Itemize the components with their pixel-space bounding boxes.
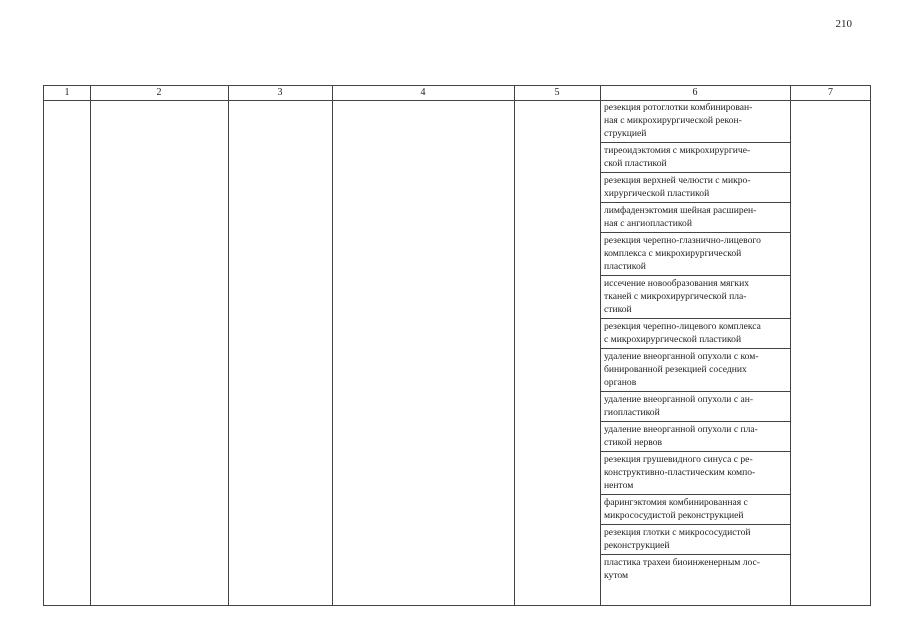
procedure-cell (601, 452, 790, 495)
procedure-text-line: органов (604, 377, 637, 388)
procedure-text-line: реконструкцией (604, 540, 670, 551)
procedure-text-line: тканей с микрохирургической пла- (604, 291, 747, 302)
procedure-list (601, 100, 790, 584)
procedure-text-line: удаление внеорганной опухоли с ком- (604, 351, 759, 362)
procedure-cell (601, 143, 790, 173)
procedure-text-line: удаление внеорганной опухоли с пла- (604, 424, 758, 435)
procedure-text-line: ная с микрохирургической рекон- (604, 115, 742, 126)
procedure-cell (601, 349, 790, 392)
procedure-text-line: резекция верхней челюсти с микро- (604, 175, 751, 186)
procedure-cell (601, 525, 790, 555)
procedure-text-line: кутом (604, 570, 629, 581)
column-header-1: 1 (64, 87, 70, 98)
column-divider (514, 86, 515, 605)
procedure-text-line: бинированной резекцией соседних (604, 364, 747, 375)
procedure-cell (601, 276, 790, 319)
procedure-cell (601, 203, 790, 233)
procedure-text-line: нентом (604, 480, 634, 491)
column-header-4: 4 (420, 87, 426, 98)
column-header-3: 3 (277, 87, 283, 98)
column-divider (332, 86, 333, 605)
procedure-text-line: стикой (604, 304, 632, 315)
procedure-text-line: резекция грушевидного синуса с ре- (604, 454, 753, 465)
procedure-text-line: удаление внеорганной опухоли с ан- (604, 394, 754, 405)
procedure-text-line: комплекса с микрохирургической (604, 248, 742, 259)
procedure-text-line: хирургической пластикой (604, 188, 710, 199)
procedure-cell (601, 319, 790, 349)
column-divider (228, 86, 229, 605)
procedure-text-line: стикой нервов (604, 437, 663, 448)
procedures-table (43, 85, 871, 606)
column-divider (790, 86, 791, 605)
procedure-cell (601, 392, 790, 422)
procedure-cell (601, 233, 790, 276)
procedure-text-line: с микрохирургической пластикой (604, 334, 742, 345)
procedure-cell (601, 555, 790, 584)
procedure-text-line: конструктивно-пластическим компо- (604, 467, 756, 478)
procedure-text-line: ской пластикой (604, 158, 667, 169)
procedure-text-line: микрососудистой реконструкцией (604, 510, 744, 521)
procedure-cell (601, 100, 790, 143)
procedure-text-line: пластика трахеи биоинженерным лос- (604, 557, 761, 568)
procedure-text-line: резекция глотки с микрососудистой (604, 527, 751, 538)
page-number: 210 (835, 18, 852, 30)
procedure-text-line: лимфаденэктомия шейная расширен- (604, 205, 757, 216)
procedure-cell (601, 422, 790, 452)
procedure-text-line: иссечение новообразования мягких (604, 278, 750, 289)
column-divider (90, 86, 91, 605)
procedure-text-line: фарингэктомия комбинированная с (604, 497, 748, 508)
procedure-text-line: резекция ротоглотки комбинирован- (604, 102, 753, 113)
procedure-text-line: гиопластикой (604, 407, 660, 418)
procedure-text-line: струкцией (604, 128, 647, 139)
column-header-2: 2 (156, 87, 162, 98)
procedure-text-line: резекция черепно-глазнично-лицевого (604, 235, 761, 246)
procedure-text-line: ная с ангиопластикой (604, 218, 692, 229)
column-header-6: 6 (692, 87, 698, 98)
column-header-7: 7 (828, 87, 833, 98)
column-header-5: 5 (554, 87, 560, 98)
procedure-text-line: пластикой (604, 261, 646, 272)
procedure-cell (601, 495, 790, 525)
procedure-text-line: резекция черепно-лицевого комплекса (604, 321, 761, 332)
procedure-text-line: тиреоидэктомия с микрохирургиче- (604, 145, 751, 156)
procedure-cell (601, 173, 790, 203)
